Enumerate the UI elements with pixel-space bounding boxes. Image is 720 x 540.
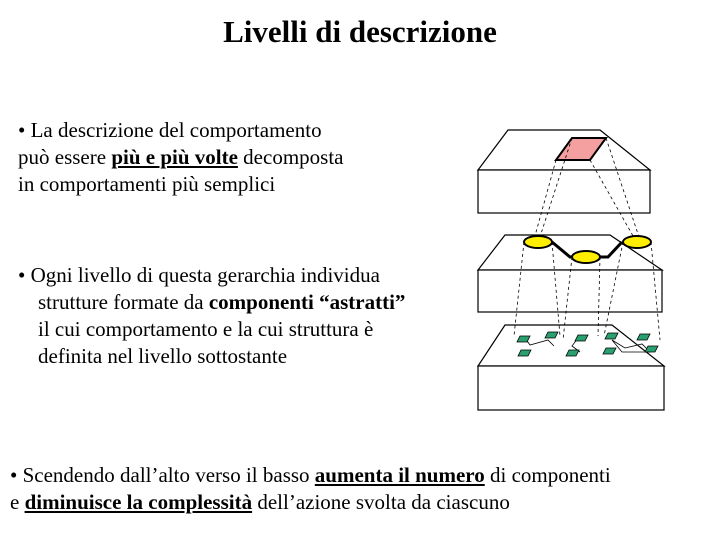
p3-line1-b: di componenti [484,463,611,487]
p1-line3: in comportamenti più semplici [18,172,276,196]
slide-title: Livelli di descrizione [223,14,497,49]
p3-line1-emphasis: aumenta il numero [314,463,485,487]
p2-line4: definita nel livello sottostante [38,344,288,368]
p1-line2-emphasis: più e più volte [111,145,238,169]
level-top [478,130,650,213]
p1-line2-a: può essere [18,145,112,169]
level-bottom [478,325,664,410]
p2-line2-bold: componenti “astratti” [208,290,406,314]
p2-line2-a: strutture formate da [38,290,209,314]
p2-line1: Ogni livello di questa gerarchia individua [30,263,380,287]
p1-line2-b: decomposta [237,145,344,169]
bullet-marker: • [18,263,26,287]
p3-line2-emphasis: diminuisce la complessità [24,490,253,514]
p3-line2-b: dell’azione svolta da ciascuno [252,490,510,514]
bullet-marker: • [10,463,18,487]
p2-line3: il cui comportamento e la cui struttura è [38,317,374,341]
bullet-marker: • [18,118,26,142]
p1-line1: La descrizione del comportamento [30,118,322,142]
p3-line2-a: e [10,490,25,514]
p3-line1-a: Scendendo dall’alto verso il basso [22,463,315,487]
